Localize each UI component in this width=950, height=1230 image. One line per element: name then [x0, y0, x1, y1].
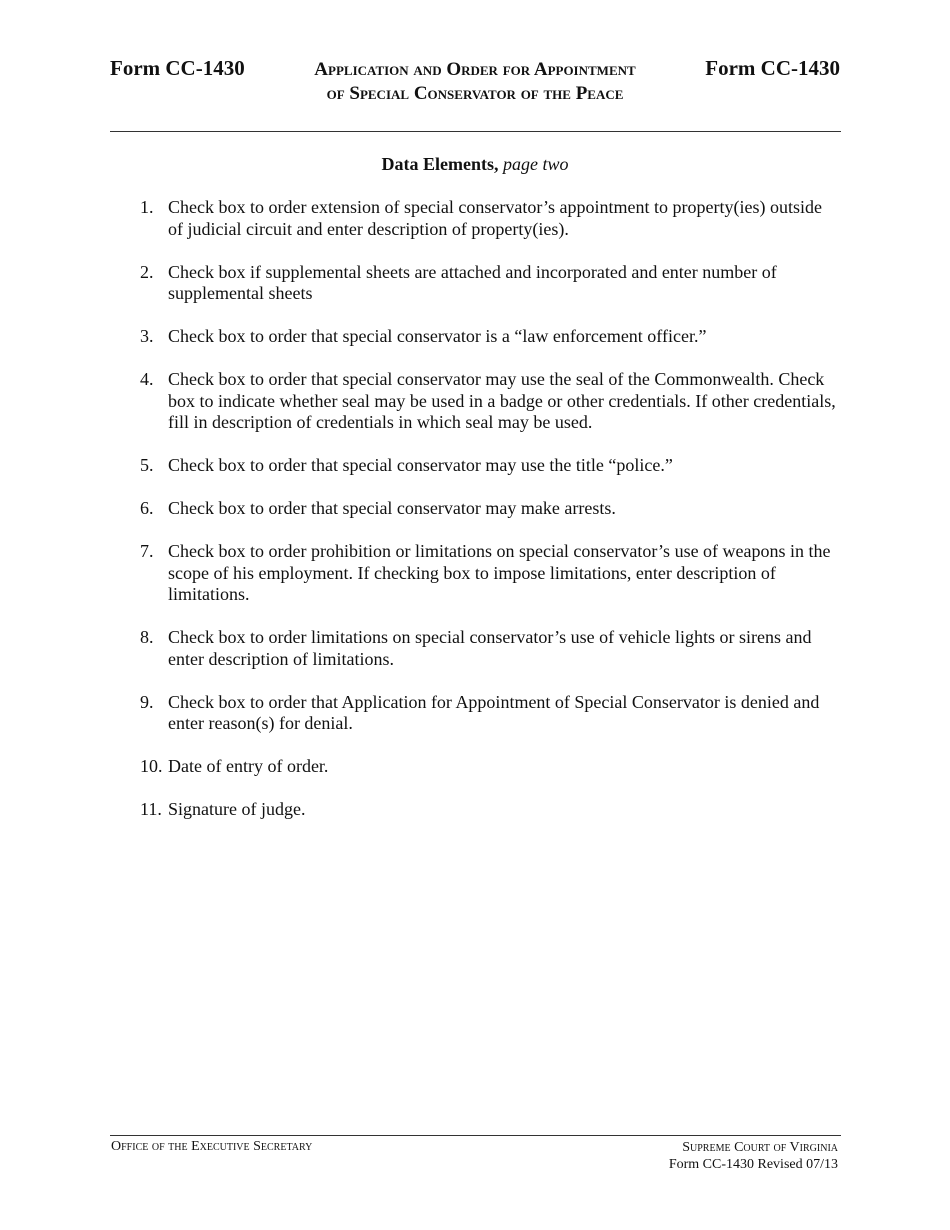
item-number: 2.: [140, 261, 154, 282]
list-item: [140, 326, 840, 348]
header-row: [110, 56, 840, 82]
item-number: 9.: [140, 691, 154, 712]
data-elements-list: [140, 197, 840, 842]
item-number: 8.: [140, 627, 154, 647]
item-text: Check box to order that Application for Appointment of Special Conservator is denied and enter reason(s) for denial.: [168, 691, 820, 733]
section-heading-italic: page two: [502, 154, 569, 174]
item-text: Check box to order limitations on special conservator’s use of vehicle lights or sirens and enter description of limitations.: [168, 627, 812, 669]
form-title-line1: Application and Order for Appointment: [314, 59, 636, 80]
item-text: Date of entry of order.: [168, 756, 329, 776]
form-code-right: Form CC-1430: [705, 56, 840, 80]
item-number: 3.: [140, 326, 154, 346]
list-item: [140, 498, 840, 520]
footer-court: Supreme Court of Virginia: [682, 1140, 838, 1155]
item-number: 7.: [140, 541, 154, 561]
footer-right: [669, 1139, 838, 1173]
item-text: Check box to order that special conservator may make arrests.: [168, 498, 616, 518]
section-heading: [110, 154, 840, 175]
list-item: [140, 541, 840, 606]
form-code-left: Form CC-1430: [110, 56, 245, 80]
item-text: Check box to order that special conservator may use the seal of the Commonwealth. Check box to indicate whether seal may be used in a badge or other credentials. If other credentials, fill in description of credentials in which seal may be used.: [168, 369, 836, 432]
list-item: [140, 455, 840, 477]
list-item: [140, 799, 840, 821]
item-text: Check box if supplemental sheets are attached and incorporated and enter number of supplemental sheets: [168, 261, 777, 303]
footer-divider: [110, 1135, 841, 1136]
item-number: 1.: [140, 197, 154, 217]
form-header: [110, 56, 840, 106]
item-text: Check box to order extension of special conservator’s appointment to property(ies) outside of judicial circuit and enter description of property(ies).: [168, 197, 822, 239]
section-heading-bold: Data Elements,: [381, 154, 499, 174]
item-number: 4.: [140, 369, 154, 389]
item-text: Signature of judge.: [168, 799, 306, 819]
item-number: 5.: [140, 455, 154, 475]
item-number: 11.: [140, 799, 162, 819]
header-divider: [110, 131, 841, 132]
list-item: [140, 369, 840, 434]
list-item: [140, 627, 840, 670]
item-text: Check box to order prohibition or limitations on special conservator’s use of weapons in the scope of his employment. If checking box to impose limitations, enter description of limitations.: [168, 541, 831, 604]
item-number: 6.: [140, 498, 154, 518]
form-title-line2: of Special Conservator of the Peace: [326, 83, 624, 104]
list-item: [140, 692, 840, 735]
list-item: [140, 756, 840, 778]
footer-revision: Form CC-1430 Revised 07/13: [668, 1157, 838, 1172]
item-number: 10.: [140, 756, 163, 776]
item-text: Check box to order that special conservator may use the title “police.”: [168, 455, 673, 475]
footer-office: Office of the Executive Secretary: [111, 1139, 313, 1154]
item-text: Check box to order that special conservator is a “law enforcement officer.”: [168, 326, 707, 346]
list-item: [140, 197, 840, 240]
list-item: [140, 262, 840, 305]
